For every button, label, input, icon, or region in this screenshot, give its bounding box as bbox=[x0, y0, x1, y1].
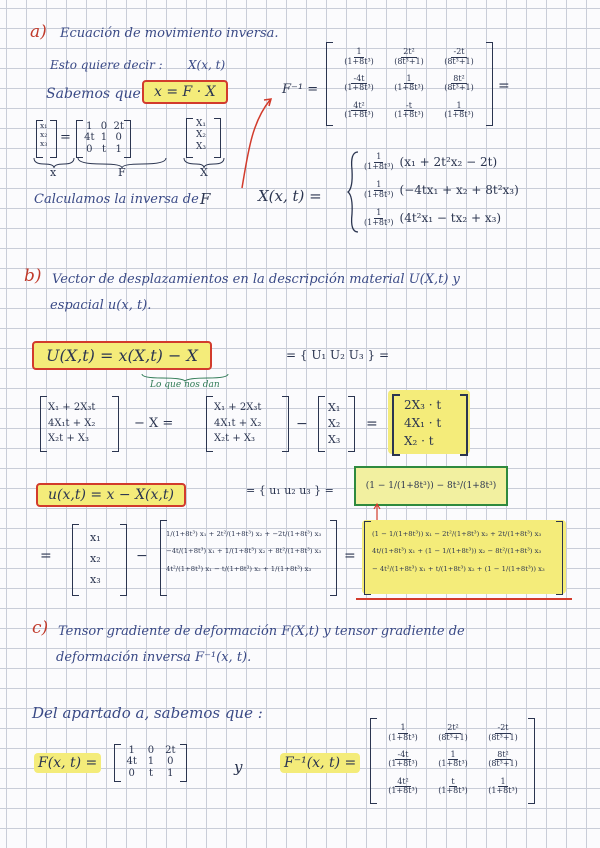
finv-bottom-cell-0-1: $\frac{\text{2t²}}{\text{(8t³+1)}}$ bbox=[438, 723, 468, 742]
lower-equals: = bbox=[344, 548, 356, 564]
F-bottom-cell-2-1: t bbox=[148, 767, 153, 779]
finv-bracket-left bbox=[326, 42, 333, 126]
section-a-letter: a) bbox=[30, 22, 47, 42]
calc-F: F bbox=[200, 190, 211, 208]
sys-F-matrix bbox=[82, 121, 126, 155]
vec-equals: = bbox=[366, 416, 378, 432]
finv-bottom-cell-2-1: $\frac{t}{\text{(1+8t³)}}$ bbox=[438, 776, 468, 796]
del-text: Del apartado a, sabemos que : bbox=[32, 704, 263, 722]
finv-bottom-cell-0-0: $\frac{1}{\text{(1+8t³)}}$ bbox=[388, 723, 418, 742]
inverse-coef: $\frac{1}{\text{(1+8t³)}}$ bbox=[364, 152, 394, 171]
esto-equation: X(x, t) bbox=[188, 58, 226, 72]
finv-bottom-cell-2-2: $\frac{1}{\text{(1+8t³)}}$ bbox=[488, 776, 518, 796]
F-bottom-cell-2-2: 1 bbox=[167, 767, 174, 779]
finv-bottom-cell-1-1: $\frac{1}{\text{(1+8t³)}}$ bbox=[438, 750, 468, 769]
section-b-letter: b) bbox=[24, 266, 42, 286]
finv-equals: = bbox=[498, 78, 510, 94]
F-bottom-cell-1-1: 1 bbox=[147, 756, 155, 768]
finv-cell-2-0: $\frac{\text{4t²}}{\text{(1+8t³)}}$ bbox=[344, 100, 374, 120]
u-vector: = { u₁ u₂ u₃ } = bbox=[246, 484, 334, 497]
F-top-cell-2-2: 1 bbox=[115, 143, 122, 155]
F-bottom-cell-0-0: 1 bbox=[128, 745, 135, 757]
F-bracket-left bbox=[114, 744, 121, 782]
finv-cell-0-1: $\frac{\text{2t²}}{\text{(8t³+1)}}$ bbox=[394, 47, 424, 66]
green-expression: (1 − 1/(1+8t³)) − 8t³/(1+8t³) bbox=[354, 466, 508, 506]
vec3: X₁ X₂ X₃ bbox=[328, 401, 341, 446]
Finv-label: F⁻¹(x, t) = bbox=[280, 753, 360, 773]
vec1-bracket-right bbox=[112, 396, 119, 452]
inverse-expr: (x₁ + 2t²x₂ − 2t) bbox=[399, 155, 498, 169]
finv-cell-1-0: $\frac{-4t}{\text{(1+8t³)}}$ bbox=[344, 74, 374, 93]
finv-bottom-cell-1-0: $\frac{-4t}{\text{(1+8t³)}}$ bbox=[388, 750, 418, 769]
inverse-row bbox=[364, 176, 519, 204]
Finv-bracket-right bbox=[528, 718, 535, 804]
vec2-bracket-right bbox=[282, 396, 289, 452]
lower-x-vector: x₁ x₂ x₃ bbox=[90, 531, 101, 586]
calc-text: Calculamos la inversa de bbox=[34, 192, 199, 207]
inverse-row bbox=[364, 148, 519, 176]
under-X: X bbox=[200, 166, 208, 179]
system-brace bbox=[346, 150, 360, 234]
F-top-cell-2-0: 0 bbox=[86, 143, 93, 155]
F-bottom-cell-0-2: 2t bbox=[165, 745, 176, 757]
finv-cell-0-0: $\frac{1}{\text{(1+8t³)}}$ bbox=[344, 47, 374, 66]
F-bottom-cell-1-2: 0 bbox=[167, 756, 174, 768]
result2-vector: (1 − 1/(1+8t³)) x₁ − 2t²/(1+8t³) x₂ + 2t/(1+8t³) x₃ 4t/(1+8t³) x₁ + (1 − 1/(1+8t³)) x₂ − 8t²/(1+8t³) x₃ − 4t²/(1+8t³) x₁ + t/(1+8t³) x₂ + (1 − 1/(1+8t³)) x₃ bbox=[372, 530, 545, 573]
F-matrix bbox=[122, 745, 180, 779]
sabemos-text: Sabemos que bbox=[46, 86, 141, 102]
inverse-expr: (−4tx₁ + x₂ + 8t²x₃) bbox=[399, 183, 519, 197]
F-bottom-cell-1-0: 4t bbox=[126, 756, 137, 768]
finv-cell-2-1: $\frac{-t}{\text{(1+8t³)}}$ bbox=[394, 100, 424, 120]
finv-bracket-right bbox=[486, 42, 493, 126]
sabemos-equation: x = F · X bbox=[142, 80, 228, 104]
inverse-label: X(x, t) = bbox=[258, 187, 322, 205]
section-c-title-2: deformación inversa F⁻¹(x, t). bbox=[56, 650, 252, 665]
vec3-bracket-left bbox=[318, 396, 325, 452]
F-top-cell-0-1: 0 bbox=[100, 121, 108, 133]
U-definition: U(X,t) = x(X,t) − X bbox=[32, 341, 212, 370]
finv-matrix bbox=[334, 44, 484, 124]
F-top-cell-1-1: 1 bbox=[100, 132, 108, 144]
lower-lead-equals: = bbox=[40, 548, 52, 564]
minus-X: − X = bbox=[134, 416, 174, 431]
lower-x-bracket-left bbox=[72, 524, 79, 596]
finv-cell-1-2: $\frac{\text{8t²}}{\text{(8t³+1)}}$ bbox=[444, 74, 474, 93]
F-bracket-right bbox=[180, 744, 187, 782]
finv-bottom-cell-2-0: $\frac{\text{4t²}}{\text{(1+8t³)}}$ bbox=[388, 776, 418, 796]
result2-bracket-right bbox=[556, 521, 563, 595]
F-top-cell-0-0: 1 bbox=[86, 121, 93, 133]
vec2: X₁ + 2X₃t 4X₁t + X₂ X₂t + X₃ bbox=[214, 402, 262, 444]
u-definition: u(x,t) = x − X(x,t) bbox=[36, 483, 186, 507]
vec2-bracket-left bbox=[206, 396, 213, 452]
section-a-title: Ecuación de movimiento inversa. bbox=[60, 26, 279, 41]
inverse-coef: $\frac{1}{\text{(1+8t³)}}$ bbox=[364, 180, 394, 199]
inverse-system bbox=[364, 148, 519, 232]
vec-minus: − bbox=[296, 416, 308, 432]
lower-matrix: 1/(1+8t³) x₁ + 2t²/(1+8t³) x₂ + −2t/(1+8t³) x₃ −4t/(1+8t³) x₁ + 1/(1+8t³) x₂ + 8t²/(1+8t³) x₃ 4t²/(1+8t³) x₁ − t/(1+8t³) x₂ + 1/(1+8t³) x₃ bbox=[166, 530, 322, 573]
sys-X-bracket-right bbox=[214, 118, 221, 158]
finv-cell-0-2: $\frac{-2t}{\text{(8t³+1)}}$ bbox=[444, 47, 474, 66]
vec1-bracket-left bbox=[40, 396, 47, 452]
vec3-bracket-right bbox=[348, 396, 355, 452]
F-top-cell-1-2: 0 bbox=[115, 132, 122, 144]
result2-bracket-left bbox=[364, 521, 371, 595]
Finv-matrix bbox=[378, 720, 528, 800]
finv-bottom-cell-0-2: $\frac{-2t}{\text{(8t³+1)}}$ bbox=[488, 723, 518, 742]
under-x: x bbox=[50, 166, 57, 179]
F-bottom-cell-2-0: 0 bbox=[128, 767, 135, 779]
F-label: F(x, t) = bbox=[34, 753, 101, 773]
finv-label: F⁻¹ = bbox=[282, 82, 319, 97]
finv-cell-2-2: $\frac{1}{\text{(1+8t³)}}$ bbox=[444, 100, 474, 120]
F-top-cell-2-1: t bbox=[101, 143, 106, 155]
lower-minus: − bbox=[136, 548, 148, 564]
F-top-cell-0-2: 2t bbox=[113, 121, 124, 133]
sys-x-bracket-right bbox=[50, 120, 57, 158]
sys-X-bracket-left bbox=[186, 118, 193, 158]
note-text: Lo que nos dan bbox=[150, 380, 220, 390]
section-b-title-1: Vector de desplazamientos en la descripción material U(X,t) y bbox=[52, 272, 460, 287]
finv-cell-1-1: $\frac{1}{\text{(1+8t³)}}$ bbox=[394, 74, 424, 93]
section-c-title-1: Tensor gradiente de deformación F(X,t) y tensor gradiente de bbox=[58, 624, 465, 639]
inverse-expr: (4t²x₁ − tx₂ + x₃) bbox=[399, 211, 502, 225]
F-top-cell-1-0: 4t bbox=[84, 132, 95, 144]
vec1: X₁ + 2X₃t 4X₁t + X₂ X₂t + X₃ bbox=[48, 402, 96, 444]
sys-equals: = bbox=[60, 130, 71, 145]
sys-X-vector: X₁ X₂ X₃ bbox=[196, 119, 207, 152]
inverse-row bbox=[364, 204, 519, 232]
result2-underline bbox=[356, 598, 572, 600]
section-c-letter: c) bbox=[32, 618, 49, 638]
and-text: y bbox=[234, 758, 243, 776]
esto-text: Esto quiere decir : bbox=[50, 58, 163, 72]
Finv-bracket-left bbox=[370, 718, 377, 804]
lower-x-bracket-right bbox=[120, 524, 127, 596]
F-bottom-cell-0-1: 0 bbox=[147, 745, 155, 757]
sys-x-vector: x₁ x₂ x₃ bbox=[40, 121, 48, 148]
section-b-title-2: espacial u(x, t). bbox=[50, 298, 152, 313]
lower-matrix-bracket-right bbox=[330, 520, 337, 596]
result1-bracket-left bbox=[392, 394, 400, 456]
arrow-annotation bbox=[238, 92, 278, 192]
result1-vector: 2X₃ · t 4X₁ · t X₂ · t bbox=[404, 398, 442, 448]
U-vector: = { U₁ U₂ U₃ } = bbox=[286, 348, 390, 362]
finv-bottom-cell-1-2: $\frac{\text{8t²}}{\text{(8t³+1)}}$ bbox=[488, 750, 518, 769]
under-F: F bbox=[118, 166, 126, 179]
inverse-coef: $\frac{1}{\text{(1+8t³)}}$ bbox=[364, 208, 394, 227]
result1-bracket-right bbox=[460, 394, 468, 456]
